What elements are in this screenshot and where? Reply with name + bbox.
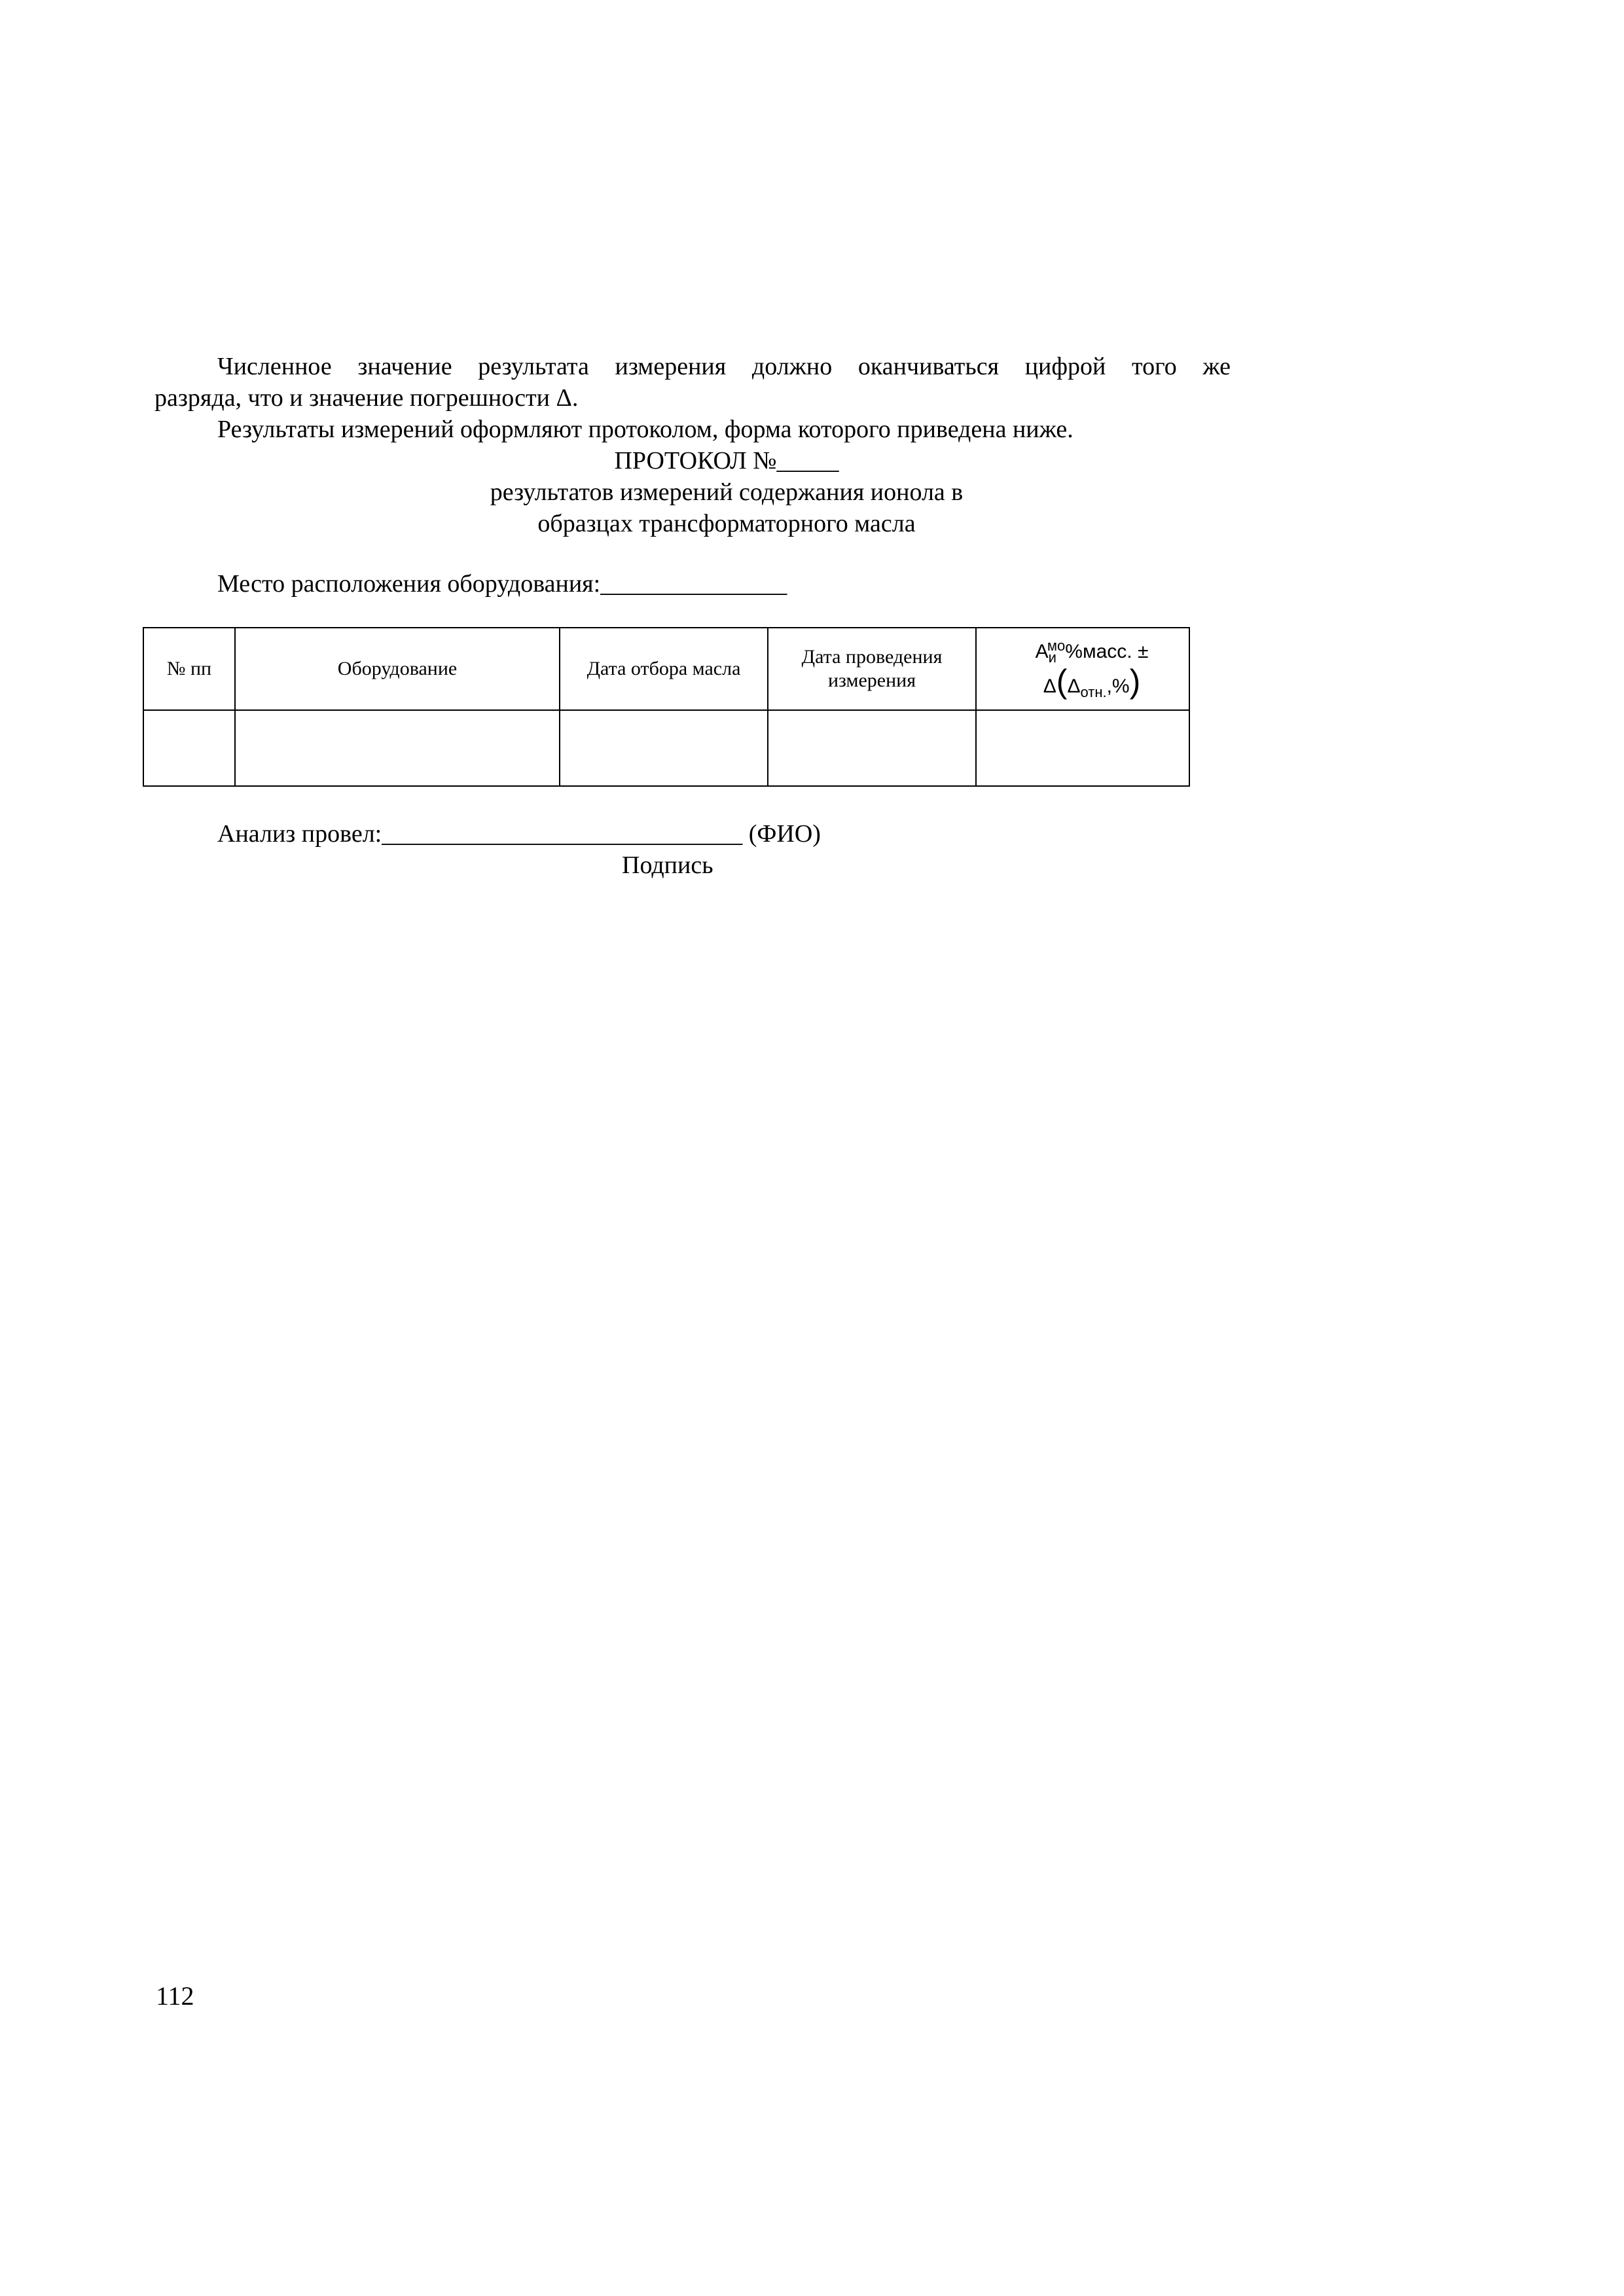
paragraph2: Результаты измерений оформляют протоколом, форма которого приведена ниже. [217,416,1074,443]
formula-line2 [981,662,1185,704]
formula-line1 [981,634,1185,670]
header-num: № пп [143,628,235,710]
cell-measure-date [768,710,976,786]
formula-comma-pct: ,% [1106,675,1130,697]
header-sample-date: Дата отбора масла [560,628,768,710]
cell-equipment [235,710,560,786]
protocol-subtitle-line1: результатов измерений содержания ионола в [490,478,964,506]
formula-delta-rel: Δ [1067,675,1081,697]
formula-delta: Δ [1043,675,1056,697]
protocol-title: ПРОТОКОЛ №_____ [614,447,839,475]
protocol-subtitle-line2: образцах трансформаторного масла [537,510,916,537]
cell-sample-date [560,710,768,786]
formula-close-paren: ) [1129,662,1141,700]
paragraph1-line1: Численное значение результата измерения должно оканчиваться цифрой того же [217,353,1231,380]
analysis-label: Анализ провел:_____________________________ (ФИО) [217,820,821,848]
formula-sup-mo: мо [1047,637,1066,654]
location-label: Место расположения оборудования:_______________ [217,570,787,598]
paragraph1-line2: разряда, что и значение погрешности Δ. [154,384,579,412]
cell-result [976,710,1189,786]
formula-sub-i: и [1048,649,1056,666]
table-header-row [143,628,1189,710]
formula-sub-otn: отн. [1080,683,1107,700]
formula-open-paren: ( [1056,662,1068,700]
header-equipment: Оборудование [235,628,560,710]
signature-label: Подпись [622,852,713,879]
formula-A: А [1035,640,1049,662]
header-measure-date: Дата проведения измерения [768,628,976,710]
table-row [143,710,1189,786]
formula-plus-minus: ± [1137,640,1149,662]
header-result-formula [976,628,1189,710]
protocol-table [143,627,1190,787]
page-number: 112 [156,1981,194,2011]
cell-num [143,710,235,786]
formula-mass: %масс. [1065,640,1132,662]
